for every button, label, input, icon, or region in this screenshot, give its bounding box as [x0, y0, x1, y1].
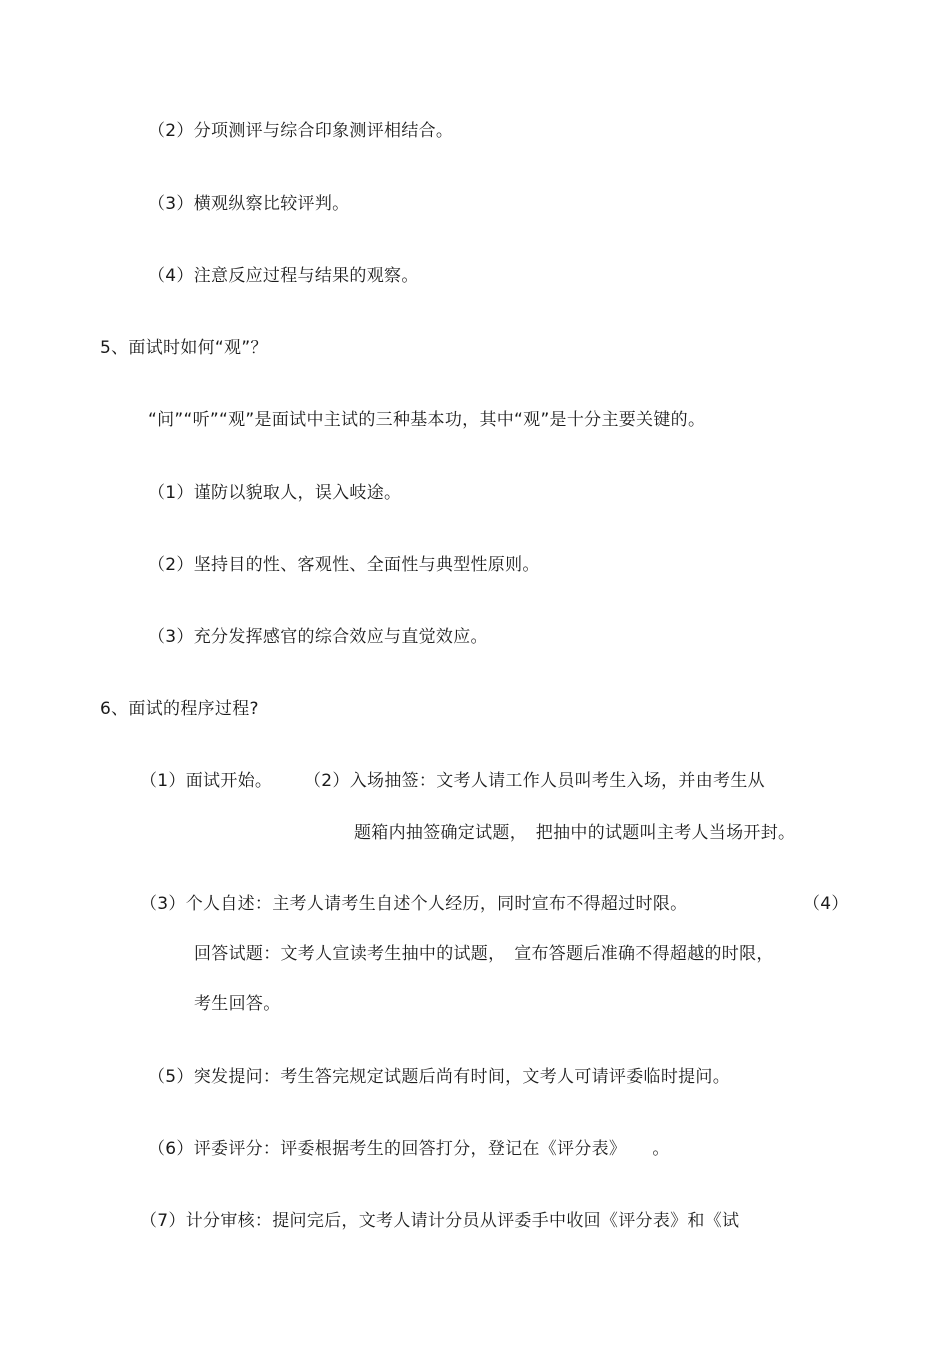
list-item: （2）分项测评与综合印象测评相结合。 — [148, 121, 454, 141]
list-item: （6）评委评分：评委根据考生的回答打分，登记在《评分表》 。 — [148, 1139, 670, 1159]
list-item: （3）个人自述：主考人请考生自述个人经历，同时宣布不得超过时限。 — [140, 894, 688, 914]
list-item: （3）横观纵察比较评判。 — [148, 194, 350, 214]
list-item: （2）入场抽签：文考人请工作人员叫考生入场，并由考生从 — [304, 771, 765, 791]
list-item: （1）面试开始。 — [140, 771, 273, 791]
list-item-continuation: 回答试题：文考人宣读考生抽中的试题， 宣布答题后准确不得超越的时限， — [194, 944, 774, 964]
list-item-continuation: 题箱内抽签确定试题， 把抽中的试题叫主考人当场开封。 — [354, 823, 796, 843]
list-item: （3）充分发挥感官的综合效应与直觉效应。 — [148, 627, 488, 647]
list-item: （7）计分审核：提问完后，文考人请计分员从评委手中收回《评分表》和《试 — [140, 1211, 740, 1231]
list-item: （2）坚持目的性、客观性、全面性与典型性原则。 — [148, 555, 540, 575]
list-item-number: （4） — [803, 894, 849, 914]
list-item: （5）突发提问：考生答完规定试题后尚有时间，文考人可请评委临时提问。 — [148, 1067, 731, 1087]
section-heading-6: 6、面试的程序过程? — [100, 699, 259, 719]
list-item: （4）注意反应过程与结果的观察。 — [148, 266, 419, 286]
list-item-continuation: 考生回答。 — [194, 994, 281, 1014]
list-item: （1）谨防以貌取人，误入岐途。 — [148, 483, 402, 503]
paragraph: “问”“听”“观”是面试中主试的三种基本功，其中“观”是十分主要关键的。 — [148, 410, 706, 430]
section-heading-5: 5、面试时如何“观”？ — [100, 338, 268, 358]
